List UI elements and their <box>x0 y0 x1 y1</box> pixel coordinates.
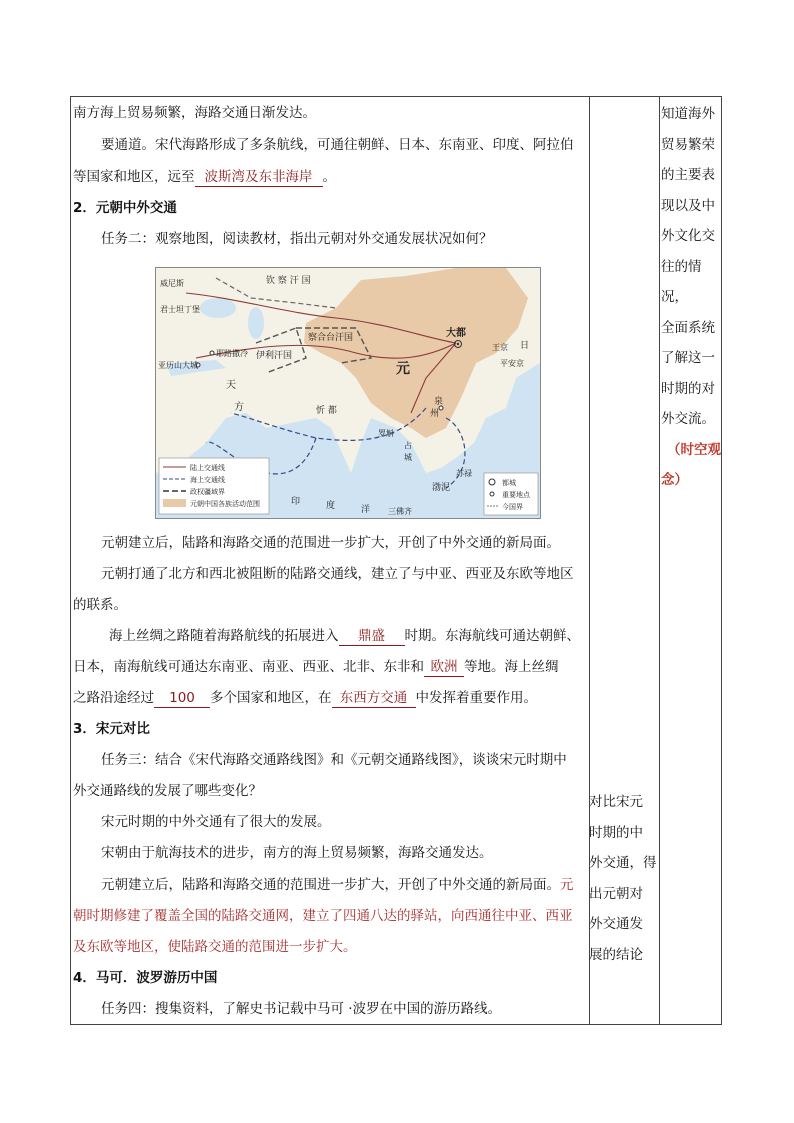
map-label: 威尼斯 <box>160 279 184 288</box>
map-label: 渤泥 <box>432 483 451 493</box>
section-heading: 4．马可．波罗游历中国 <box>73 970 218 986</box>
map-label: 印 <box>291 497 301 507</box>
map-label: 罗斛 <box>378 429 394 438</box>
yuan-traffic-map <box>155 267 541 519</box>
legend-label: 都城 <box>502 479 516 487</box>
task-text: 任务四：搜集资料，了解史书记载中马可 ·波罗在中国的游历路线。 <box>101 1001 502 1017</box>
objective-column <box>661 99 723 496</box>
activity-line: 外交通，得 <box>589 855 657 871</box>
map-label: 泉 <box>434 397 444 407</box>
map-graphic <box>156 268 540 518</box>
text-line: 宋朝由于航海技术的进步，南方的海上贸易频繁，海路交通发达。 <box>101 845 493 861</box>
legend-label: 今国界 <box>502 503 523 511</box>
map-label: 耶路撒冷 <box>216 349 248 358</box>
lesson-table <box>70 96 722 1025</box>
capital-marker <box>457 343 459 345</box>
map-label: 钦 察 汗 国 <box>266 276 311 286</box>
legend-label: 重要地点 <box>502 491 530 499</box>
text-line <box>73 652 589 683</box>
text-line: 要通道。宋代海路形成了多条航线，可通往朝鲜、日本、东南亚、印度、阿拉伯 <box>101 137 574 153</box>
map-label: 大都 <box>446 328 466 339</box>
text-span: 元朝建立后，陆路和海路交通的范围进一步扩大，开创了中外交通的新局面。 <box>101 877 560 893</box>
activity-line: 出元朝对 <box>589 885 643 902</box>
text-line: 宋元时期的中外交通有了很大的发展。 <box>101 814 331 830</box>
map-label: 元 <box>396 361 410 377</box>
text-span: 等地。海上丝绸 <box>464 659 559 675</box>
caspian-sea <box>248 307 264 339</box>
answer-text: 朝时期修建了覆盖全国的陆路交通网，建立了四通八达的驿站，向西通往中亚、西亚 <box>73 908 573 924</box>
text-span: 日本，南海航线可通达东南亚、南亚、西亚、北非、东非和 <box>73 659 424 675</box>
text-span: 。 <box>322 169 336 185</box>
text-line <box>73 162 589 193</box>
task-text: 外交通路线的发展了哪些变化？ <box>73 783 262 799</box>
map-label: 三佛齐 <box>388 507 412 516</box>
legend-label: 海上交通线 <box>190 476 225 484</box>
map-label: 天 <box>226 380 236 391</box>
map-label: 日 <box>520 341 530 351</box>
section-heading: 2．元朝中外交通 <box>73 200 177 216</box>
map-label: 方 <box>234 402 244 413</box>
activity-line: 对比宋元 <box>589 794 643 810</box>
objective-line: 现以及中 <box>661 197 715 214</box>
legend-swatch <box>490 492 494 496</box>
text-span: 等国家和地区，远至 <box>73 169 195 185</box>
fill-blank: 100 <box>154 689 210 708</box>
legend-swatch <box>163 499 186 507</box>
map-label: 察合台汗国 <box>308 333 354 343</box>
fill-blank: 鼎盛 <box>339 627 405 646</box>
objective-line: 知道海外 <box>661 106 715 122</box>
column-divider <box>659 97 660 1024</box>
section-heading: 3．宋元对比 <box>73 721 150 737</box>
literacy-tag: （时空观 <box>667 441 721 458</box>
text-line: 南方海上贸易频繁，海路交通日渐发达。 <box>73 105 316 121</box>
legend-label: 陆上交通线 <box>190 464 225 472</box>
map-label: 苏禄 <box>456 469 472 478</box>
objective-line: 外交流。 <box>661 411 715 427</box>
objective-line: 往的情况， <box>661 258 702 305</box>
objective-line: 时期的对 <box>661 380 715 397</box>
map-label: 君士坦丁堡 <box>160 305 200 314</box>
map-label: 亚历山大城 <box>158 361 198 370</box>
map-label: 城 <box>404 453 412 462</box>
text-line: 的联系。 <box>73 597 127 613</box>
fill-blank: 波斯湾及东非海岸 <box>195 168 323 187</box>
map-label: 平安京 <box>500 359 524 368</box>
activity-column <box>589 787 659 970</box>
map-label: 伊利汗国 <box>256 351 293 361</box>
objective-line: 贸易繁荣 <box>661 136 715 153</box>
legend-label: 元朝中国各族活动范围 <box>190 500 260 508</box>
fill-blank: 东西方交通 <box>332 689 416 708</box>
objective-line: 的主要表 <box>661 167 715 183</box>
text-span: 中发挥着重要作用。 <box>415 690 537 706</box>
answer-text: 元 <box>560 877 574 893</box>
map-label: 州 <box>430 409 440 419</box>
text-span: 之路沿途经过 <box>73 690 154 706</box>
objective-line: 全面系统 <box>661 319 715 336</box>
task-text: 任务二：观察地图，阅读教材，指出元朝对外交通发展状况如何？ <box>101 231 493 247</box>
text-span: 多个国家和地区，在 <box>210 690 332 706</box>
fill-blank: 欧洲 <box>424 658 464 677</box>
map-label: 忻 都 <box>316 406 337 416</box>
black-sea <box>200 298 236 318</box>
task-text: 任务三：结合《宋代海路交通路线图》和《元朝交通路线图》，谈谈宋元时期中 <box>101 752 567 768</box>
legend-label: 政权疆域界 <box>190 488 225 496</box>
map-label: 王京 <box>492 343 508 352</box>
text-line <box>73 683 589 714</box>
activity-line: 展的结论 <box>589 946 643 963</box>
activity-line: 时期的中 <box>589 824 643 841</box>
text-line <box>73 621 625 652</box>
text-span: 时期。东海航线可通达朝鲜、 <box>404 628 580 644</box>
objective-line: 外文化交 <box>661 228 715 244</box>
activity-line: 外交通发 <box>589 916 643 932</box>
map-label: 度 <box>326 501 336 511</box>
answer-text: 及东欧等地区，使陆路交通的范围进一步扩大。 <box>73 939 357 955</box>
text-line: 元朝建立后，陆路和海路交通的范围进一步扩大，开创了中外交通的新局面。 <box>101 535 560 551</box>
city-marker <box>210 351 214 355</box>
map-label: 洋 <box>361 505 371 515</box>
objective-line: 了解这一 <box>661 350 715 366</box>
map-label: 占 <box>404 441 412 450</box>
text-span: 海上丝绸之路随着海路航线的拓展进入 <box>109 628 339 644</box>
literacy-tag: 念） <box>661 472 688 488</box>
text-line <box>73 870 617 901</box>
text-line: 元朝打通了北方和西北被阻断的陆路交通线，建立了与中亚、西亚及东欧等地区 <box>101 566 574 582</box>
